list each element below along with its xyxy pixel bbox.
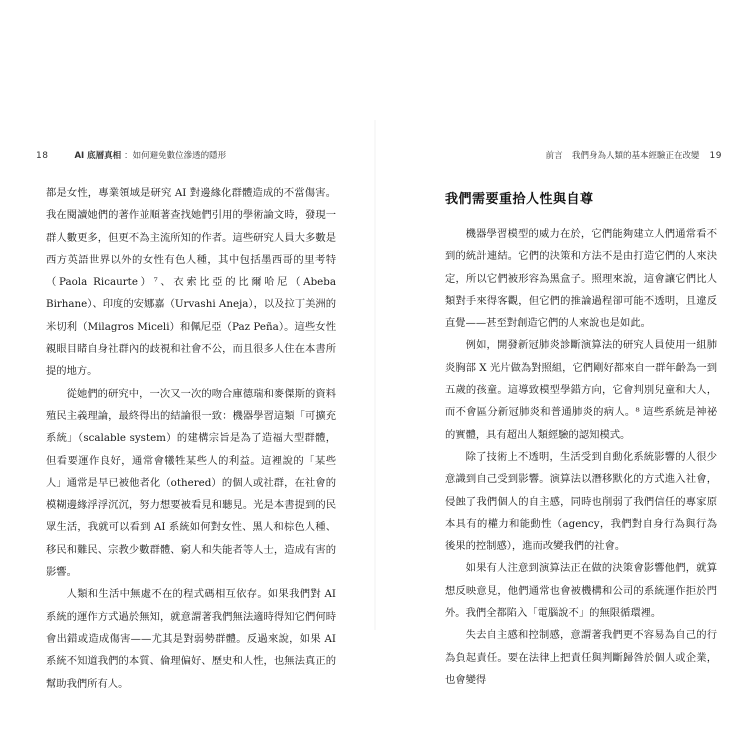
left-paragraph-2: 從她們的研究中，一次又一次的吻合庫德瑞和麥傑斯的資料殖民主義理論，最終得出的結論很一致：機器學習這類「可擴充系統」（scalable system）的建構宗旨是為了造福大型群體，但看要運作良好，通常會犧牲某些人的利益。這裡說的「某些人」通常是早已被他者化（othered）的個人或社群，在社會的模糊邊緣浮浮沉沉，努力想要被看見和聽見。光是本書提到的民眾生活，我就可以看到 AI 系統如何對女性、黑人和棕色人種、移民和難民、宗教少數群體、窮人和失能者等人士，造成有害的影響。 [46, 387, 336, 579]
left-body-text [46, 182, 336, 695]
right-running-header [546, 149, 722, 161]
left-paragraph-3: 人類和生活中無處不在的程式碼相互依存。如果我們對 AI 系統的運作方式過於無知，就意謂著我們無法適時得知它們何時會出錯或造成傷害——尤其是對弱勢群體。反過來說，如果 AI 系統不知道我們的本質、倫理偏好、歷史和人性，也無法真正的幫助我們所有人。 [46, 588, 336, 690]
section-heading: 我們需要重拾人性與自尊 [445, 192, 594, 207]
right-paragraph-3: 除了技術上不透明，生活受到自動化系統影響的人很少意識到自己受到影響。演算法以潛移默化的方式進入社會，侵蝕了我們個人的自主感，同時也削弱了我們信任的專家原本具有的權力和能動性（agency，我們對自身行為與行為後果的控制感），進而改變我們的社會。 [445, 450, 717, 553]
right-paragraph-1: 機器學習模型的威力在於，它們能夠建立人們通常看不到的統計連結。它們的決策和方法不是由打造它們的人來決定，所以它們被形容為黑盒子。照理來說，這會讓它們比人類對手來得客觀，但它們的推論過程卻可能不透明，且違反直覺——甚至對創造它們的人來說也是如此。 [445, 228, 717, 330]
section-label: 前言 [545, 151, 563, 161]
left-running-header [36, 149, 226, 161]
book-subtitle: 如何避免數位滲透的隱形 [132, 151, 227, 161]
title-separator: ： [124, 151, 133, 161]
running-title: 我們身為人類的基本經驗正在改變 [572, 151, 700, 161]
left-page-number: 18 [36, 151, 49, 161]
right-body-text [445, 223, 717, 691]
right-paragraph-5: 失去自主感和控制感，意謂著我們更不容易為自己的行為負起責任。要在法律上把責任與判斷歸咎於個人或企業，也會變得 [445, 629, 717, 686]
right-paragraph-2: 例如，開發新冠肺炎診斷演算法的研究人員使用一組肺炎胸部 X 光片做為對照組，它們剛好都來自一群年齡為一到五歲的孩童。這導致模型學錯方向，它會判別兒童和大人，而不會區分新冠肺炎和普通肺炎的病人。⁸ 這些系統是神祕的實體，具有超出人類經驗的認知模式。 [445, 339, 717, 441]
left-paragraph-1: 都是女性，專業領域是研究 AI 對邊緣化群體造成的不當傷害。我在閱讀她們的著作並順著查找她們引用的學術論文時，發現一群人數更多，但更不為主流所知的作者。這些研究人員大多數是西方英語世界以外的女性有色人種，其中包括墨西哥的里考特（Paola Ricaurte）⁷、衣索比亞的比爾哈尼（Abeba Birhane）、印度的安娜嘉（Urvashi Aneja），以及拉丁美洲的米切利（Milagros Miceli）和佩尼亞（Paz Peña）。這些女性親眼目睹自身社群內的歧視和社會不公，而且很多人住在本書所提的地方。 [46, 187, 336, 378]
right-paragraph-4: 如果有人注意到演算法正在做的決策會影響他們，就算想反映意見，他們通常也會被機構和公司的系統運作拒於門外。我們全都陷入「電腦說不」的無限循環裡。 [445, 562, 717, 620]
right-page-number: 19 [709, 151, 722, 161]
book-title: AI 底層真相 [74, 151, 122, 161]
right-page [375, 0, 750, 750]
